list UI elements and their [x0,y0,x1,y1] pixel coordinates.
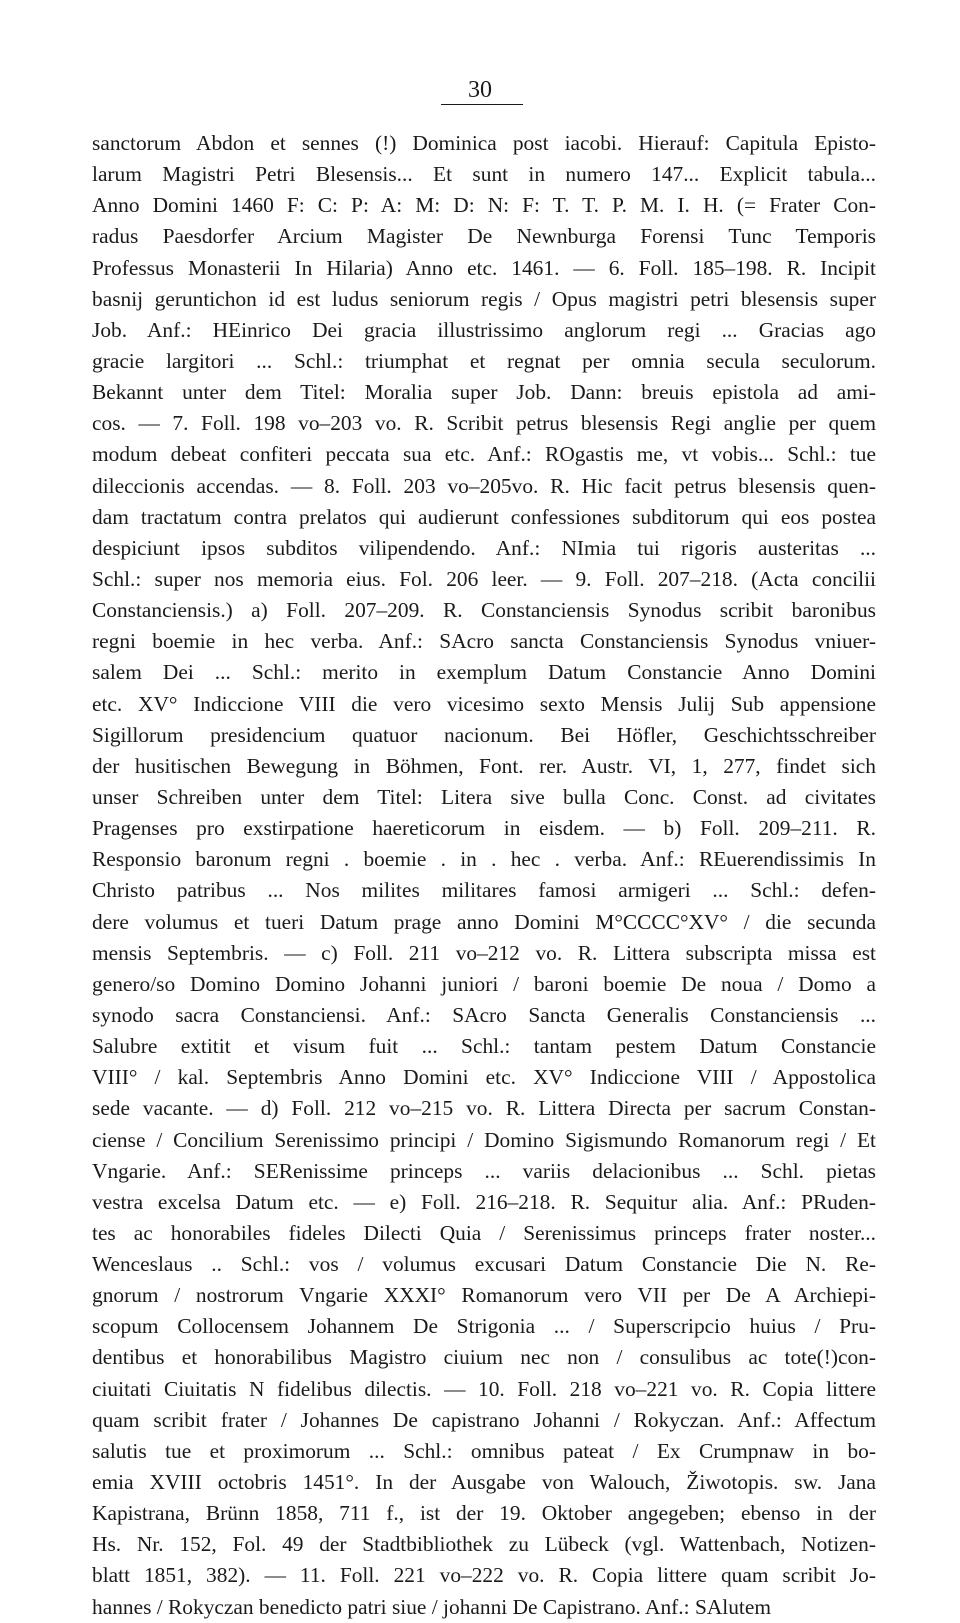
text-line: Kapistrana, Brünn 1858, 711 f., ist der 19. Oktober angegeben; ebenso in der [92,1501,876,1526]
text-line: dileccionis accendas. — 8. Foll. 203 vo–205vo. R. Hic facit petrus blesensis quen- [92,473,876,498]
text-line: gnorum / nostrorum Vngarie XXXI° Romanorum vero VII per De A Archiepi- [92,1283,876,1308]
text-line: Pragenses pro exstirpatione haereticorum in eisdem. — b) Foll. 209–211. R. [92,816,876,841]
text-line: emia XVIII octobris 1451°. In der Ausgabe von Walouch, Žiwotopis. sw. Jana [92,1470,876,1495]
text-line: VIII° / kal. Septembris Anno Domini etc. XV° Indiccione VIII / Appostolica [92,1065,876,1090]
text-line: scopum Collocensem Johannem De Strigonia ... / Superscripcio huius / Pru- [92,1314,876,1339]
page-number: 30 [468,77,492,103]
body-text [92,128,876,1623]
text-line: sanctorum Abdon et sennes (!) Dominica post iacobi. Hierauf: Capitula Episto- [92,131,876,155]
text-line: despiciunt ipsos subditos vilipendendo. Anf.: NImia tui rigoris austeritas ... [92,535,876,560]
text-line: synodo sacra Constanciensi. Anf.: SAcro Sancta Generalis Constanciensis ... [92,1002,876,1027]
text-line: dere volumus et tueri Datum prage anno Domini M°CCCC°XV° / die secunda [92,909,876,934]
text-line: Professus Monasterii In Hilaria) Anno etc. 1461. — 6. Foll. 185–198. R. Incipit [92,255,876,280]
text-line: unser Schreiben unter dem Titel: Litera sive bulla Conc. Const. ad civitates [92,784,876,809]
text-line: larum Magistri Petri Blesensis... Et sunt in numero 147... Explicit tabula... [92,162,876,187]
text-line: basnij geruntichon id est ludus seniorum regis / Opus magistri petri blesensis super [92,286,876,311]
text-line: cos. — 7. Foll. 198 vo–203 vo. R. Scribit petrus blesensis Regi anglie per quem [92,411,876,436]
text-line: modum debeat confiteri peccata sua etc. Anf.: ROgastis me, vt vobis... Schl.: tue [92,442,876,467]
text-line: tes ac honorabiles fideles Dilecti Quia / Serenissimus princeps frater noster... [92,1220,876,1245]
text-line: vestra excelsa Datum etc. — e) Foll. 216–218. R. Sequitur alia. Anf.: PRuden- [92,1189,876,1214]
text-line: quam scribit frater / Johannes De capistrano Johanni / Rokyczan. Anf.: Affectum [92,1407,876,1432]
page-number-rule [441,104,523,105]
text-line: etc. XV° Indiccione VIII die vero vicesimo sexto Mensis Julij Sub appensione [92,691,876,716]
text-line: radus Paesdorfer Arcium Magister De Newnburga Forensi Tunc Temporis [92,224,876,249]
text-line: Schl.: super nos memoria eius. Fol. 206 leer. — 9. Foll. 207–218. (Acta concilii [92,566,876,591]
text-line: hannes / Rokyczan benedicto patri siue / johanni De Capistrano. Anf.: SAlutem [92,1594,772,1619]
text-line: Bekannt unter dem Titel: Moralia super Job. Dann: breuis epistola ad ami- [92,380,876,405]
text-line: salem Dei ... Schl.: merito in exemplum Datum Constancie Anno Domini [92,660,876,685]
text-line: Constanciensis.) a) Foll. 207–209. R. Constanciensis Synodus scribit baronibus [92,598,876,623]
text-line: Job. Anf.: HEinrico Dei gracia illustrissimo anglorum regi ... Gracias ago [92,317,876,342]
text-line: dam tractatum contra prelatos qui audierunt confessiones subditorum qui eos postea [92,504,876,529]
text-line: Hs. Nr. 152, Fol. 49 der Stadtbibliothek zu Lübeck (vgl. Wattenbach, Notizen- [92,1532,876,1557]
text-line: sede vacante. — d) Foll. 212 vo–215 vo. R. Littera Directa per sacrum Constan- [92,1096,876,1121]
text-line: regni boemie in hec verba. Anf.: SAcro sancta Constanciensis Synodus vniuer- [92,629,876,654]
text-line: gracie largitori ... Schl.: triumphat et regnat per omnia secula seculorum. [92,348,876,373]
text-line: genero/so Domino Domino Johanni juniori / baroni boemie De noua / Domo a [92,971,876,996]
text-line: Responsio baronum regni . boemie . in . hec . verba. Anf.: REuerendissimis In [92,847,876,872]
text-line: mensis Septembris. — c) Foll. 211 vo–212 vo. R. Littera subscripta missa est [92,940,876,965]
text-line: Salubre extitit et visum fuit ... Schl.: tantam pestem Datum Constancie [92,1034,876,1059]
text-line: Christo patribus ... Nos milites militares famosi armigeri ... Schl.: defen- [92,878,876,903]
text-line: Sigillorum presidencium quatuor nacionum. Bei Höfler, Geschichtsschreiber [92,722,876,747]
text-line: Anno Domini 1460 F: C: P: A: M: D: N: F: T. T. P. M. I. H. (= Frater Con- [92,193,876,218]
text-line: ciuitati Ciuitatis N fidelibus dilectis. — 10. Foll. 218 vo–221 vo. R. Copia littere [92,1376,876,1401]
text-line: blatt 1851, 382). — 11. Foll. 221 vo–222 vo. R. Copia littere quam scribit Jo- [92,1563,876,1588]
text-line: ciense / Concilium Serenissimo principi / Domino Sigismundo Romanorum regi / Et [92,1127,876,1152]
text-line: dentibus et honorabilibus Magistro ciuium nec non / consulibus ac tote(!)con- [92,1345,876,1370]
text-line: Wenceslaus .. Schl.: vos / volumus excusari Datum Constancie Die N. Re- [92,1252,876,1277]
text-line: der husitischen Bewegung in Böhmen, Font. rer. Austr. VI, 1, 277, findet sich [92,753,876,778]
text-line: Vngarie. Anf.: SERenissime princeps ... variis delacionibus ... Schl. pietas [92,1158,876,1183]
text-line: salutis tue et proximorum ... Schl.: omnibus pateat / Ex Crumpnaw in bo- [92,1438,876,1463]
